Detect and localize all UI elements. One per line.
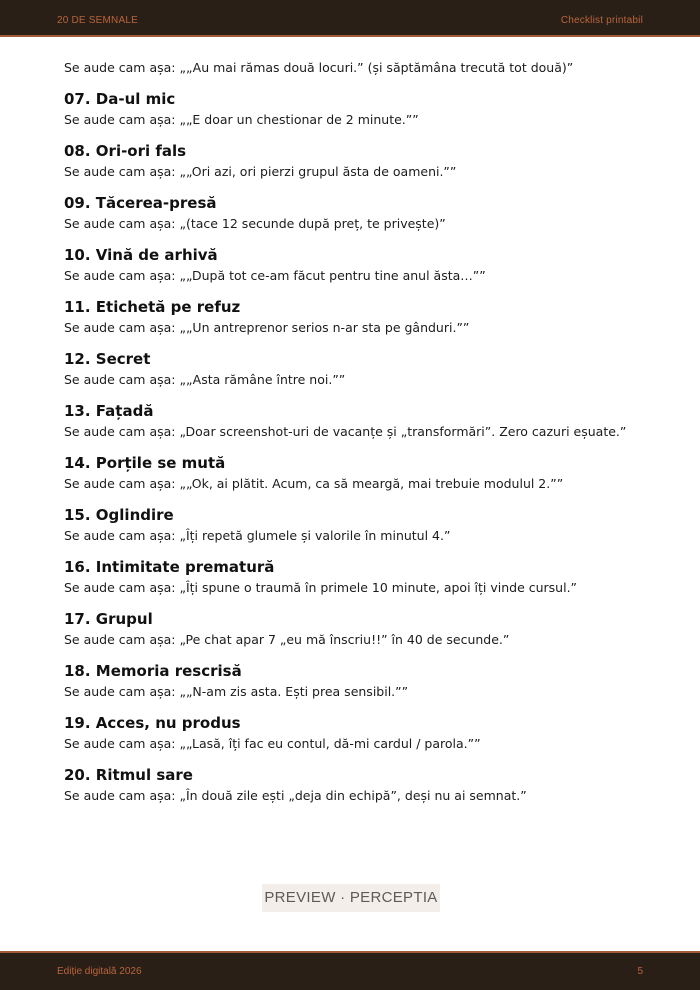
signal-quote: Se aude cam așa: „Îți repetă glumele și valorile în minutul 4.” [64,528,451,543]
signal-item [64,557,644,596]
header-title: 20 DE SEMNALE [57,15,138,26]
signal-title: 07. Da-ul mic [64,90,176,108]
page-header [0,0,700,37]
signal-item [64,453,644,492]
signal-quote: Se aude cam așa: „„După tot ce-am făcut pentru tine anul ăsta…”” [64,268,486,283]
signal-title: 17. Grupul [64,610,153,628]
signal-quote: Se aude cam așa: „Doar screenshot-uri de vacanțe și „transformări”. Zero cazuri eșuate.” [64,424,627,439]
signal-item [64,245,644,284]
continued-quote: Se aude cam așa: „„Au mai rămas două locuri.” (și săptămâna trecută tot două)” [64,60,574,75]
signal-title: 13. Fațadă [64,402,154,420]
signal-item [64,193,644,232]
signal-item [64,713,644,752]
signal-item [64,505,644,544]
page-number: 5 [637,966,643,977]
signal-quote: Se aude cam așa: „„Lasă, îți fac eu contul, dă-mi cardul / parola.”” [64,736,481,751]
signal-item [64,401,644,440]
signal-title: 09. Tăcerea-presă [64,194,217,212]
signal-title: 18. Memoria rescrisă [64,662,242,680]
signal-quote: Se aude cam așa: „„Asta rămâne între noi.”” [64,372,346,387]
signal-list [64,89,644,804]
signal-title: 10. Vină de arhivă [64,246,218,264]
header-subtitle: Checklist printabil [560,15,643,26]
preview-badge: PREVIEW · PERCEPTIA [262,884,440,912]
signal-item [64,661,644,700]
signal-quote: Se aude cam așa: „„Ok, ai plătit. Acum, ca să meargă, mai trebuie modulul 2.”” [64,476,564,491]
signal-title: 12. Secret [64,350,151,368]
page-footer [0,951,700,990]
signal-quote: Se aude cam așa: „„E doar un chestionar de 2 minute.”” [64,112,419,127]
footer-edition: Ediție digitală 2026 [57,966,142,977]
signal-title: 11. Etichetă pe refuz [64,298,241,316]
signal-title: 16. Intimitate prematură [64,558,275,576]
signal-item [64,349,644,388]
signal-item [64,141,644,180]
signal-title: 08. Ori-ori fals [64,142,187,160]
signal-quote: Se aude cam așa: „În două zile ești „deja din echipă”, deși nu ai semnat.” [64,788,527,803]
signal-item [64,89,644,128]
signal-quote: Se aude cam așa: „(tace 12 secunde după preț, te privește)” [64,216,446,231]
signal-item [64,297,644,336]
signal-item [64,765,644,804]
signal-title: 14. Porțile se mută [64,454,226,472]
signal-title: 20. Ritmul sare [64,766,193,784]
signal-quote: Se aude cam așa: „Îți spune o traumă în primele 10 minute, apoi îți vinde cursul.” [64,580,578,595]
signal-title: 15. Oglindire [64,506,174,524]
signal-quote: Se aude cam așa: „„Un antreprenor serios n-ar sta pe gânduri.”” [64,320,470,335]
signal-quote: Se aude cam așa: „Pe chat apar 7 „eu mă înscriu!!” în 40 de secunde.” [64,632,510,647]
signal-quote: Se aude cam așa: „„Ori azi, ori pierzi grupul ăsta de oameni.”” [64,164,457,179]
signal-item [64,609,644,648]
signal-title: 19. Acces, nu produs [64,714,241,732]
signal-quote: Se aude cam așa: „„N-am zis asta. Ești prea sensibil.”” [64,684,409,699]
checklist-content [64,60,644,817]
